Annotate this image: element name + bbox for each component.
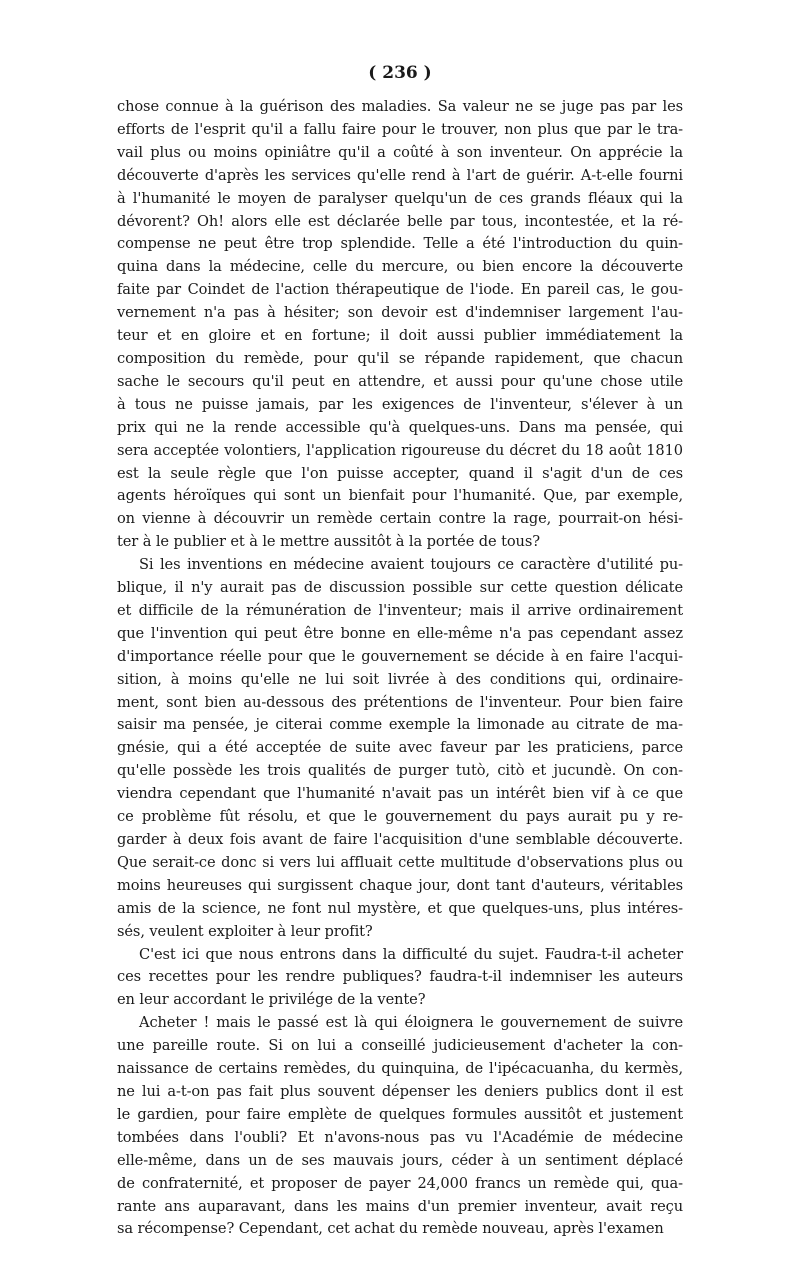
paragraph [117, 554, 683, 943]
text-line: sache le secours qu'il peut en attendre, et aussi pour qu'une chose utile [117, 372, 683, 390]
paragraph [117, 944, 683, 1013]
text-line: naissance de certains remèdes, du quinquina, de l'ipécacuanha, du kermès, [117, 1060, 683, 1078]
text-line: compense ne peut être trop splendide. Telle a été l'introduction du quin- [117, 235, 683, 253]
text-line: vernement n'a pas à hésiter; son devoir est d'indemniser largement l'au- [117, 304, 683, 322]
text-line: chose connue à la guérison des maladies. Sa valeur ne se juge pas par les [117, 98, 683, 115]
text-line: sés, veulent exploiter à leur profit? [117, 922, 373, 940]
text-line: une pareille route. Si on lui a conseillé judicieusement d'acheter la con- [117, 1037, 683, 1055]
text-line: viendra cependant que l'humanité n'avait pas un intérêt bien vif à ce que [117, 785, 683, 803]
text-line: Que serait-ce donc si vers lui affluait cette multitude d'observations plus ou [117, 853, 683, 871]
text-line: blique, il n'y aurait pas de discussion possible sur cette question délicate [117, 579, 683, 597]
text-line: teur et en gloire et en fortune; il doit aussi publier immédiatement la [117, 327, 683, 345]
text-line: amis de la science, ne font nul mystère, et que quelques-uns, plus intéres- [117, 899, 683, 917]
text-line: efforts de l'esprit qu'il a fallu faire pour le trouver, non plus que par le tra- [117, 120, 683, 138]
text-line: moins heureuses qui surgissent chaque jour, dont tant d'auteurs, véritables [117, 876, 683, 894]
text-line: prix qui ne la rende accessible qu'à quelques-uns. Dans ma pensée, qui [117, 418, 683, 436]
text-line: faite par Coindet de l'action thérapeutique de l'iode. En pareil cas, le gou- [117, 281, 683, 299]
book-page [117, 58, 683, 1241]
text-line: sa récompense? Cependant, cet achat du remède nouveau, après l'examen [117, 1220, 664, 1238]
text-line: est la seule règle que l'on puisse accepter, quand il s'agit d'un de ces [117, 464, 683, 482]
text-line: agents héroïques qui sont un bienfait pour l'humanité. Que, par exemple, [117, 487, 683, 505]
text-line: on vienne à découvrir un remède certain contre la rage, pourrait-on hési- [117, 510, 683, 528]
text-line: en leur accordant le privilége de la vente? [117, 991, 426, 1009]
text-line: gnésie, qui a été acceptée de suite avec faveur par les praticiens, parce [117, 739, 683, 757]
text-line: sera acceptée volontiers, l'application rigoureuse du décret du 18 août 1810 [117, 441, 683, 459]
text-line: quina dans la médecine, celle du mercure, ou bien encore la découverte [117, 258, 683, 276]
text-line: à tous ne puisse jamais, par les exigences de l'inventeur, s'élever à un [117, 395, 683, 413]
text-line: d'importance réelle pour que le gouvernement se décide à en faire l'acqui- [117, 647, 683, 665]
page-number: ( 236 ) [368, 63, 432, 83]
text-line: elle-même, dans un de ses mauvais jours, céder à un sentiment déplacé [117, 1151, 683, 1169]
text-line: composition du remède, pour qu'il se répande rapidement, que chacun [117, 349, 683, 367]
text-line: ment, sont bien au-dessous des prétentions de l'inventeur. Pour bien faire [117, 693, 683, 711]
text-line: ce problème fût résolu, et que le gouvernement du pays aurait pu y re- [117, 808, 683, 826]
text-line: C'est ici que nous entrons dans la difficulté du sujet. Faudra-t-il acheter [139, 945, 683, 963]
text-line: sition, à moins qu'elle ne lui soit livrée à des conditions qui, ordinaire- [117, 670, 683, 688]
text-line: saisir ma pensée, je citerai comme exemple la limonade au citrate de ma- [117, 716, 683, 734]
text-line: dévorent? Oh! alors elle est déclarée belle par tous, incontestée, et la ré- [117, 212, 683, 230]
text-line: garder à deux fois avant de faire l'acquisition d'une semblable découverte. [117, 831, 683, 848]
text-line: le gardien, pour faire emplète de quelques formules aussitôt et justement [117, 1105, 683, 1123]
text-line: et difficile de la rémunération de l'inventeur; mais il arrive ordinairement [117, 601, 683, 619]
text-line: ne lui a-t-on pas fait plus souvent dépenser les deniers publics dont il est [117, 1082, 683, 1100]
paragraph [117, 1012, 683, 1241]
text-line: qu'elle possède les trois qualités de purger tutò, citò et jucundè. On con- [117, 762, 683, 780]
text-line: à l'humanité le moyen de paralyser quelqu'un de ces grands fléaux qui la [117, 189, 683, 207]
paragraph [117, 96, 683, 554]
body-text [117, 96, 683, 1241]
text-line: vail plus ou moins opiniâtre qu'il a coûté à son inventeur. On apprécie la [117, 143, 683, 161]
text-line: ces recettes pour les rendre publiques? faudra-t-il indemniser les auteurs [117, 968, 683, 986]
text-line: tombées dans l'oubli? Et n'avons-nous pas vu l'Académie de médecine [117, 1128, 683, 1146]
text-line: de confraternité, et proposer de payer 24,000 francs un remède qui, qua- [117, 1174, 683, 1192]
text-line: que l'invention qui peut être bonne en elle-même n'a pas cependant assez [117, 624, 683, 642]
text-line: découverte d'après les services qu'elle rend à l'art de guérir. A-t-elle fourni [117, 166, 683, 184]
text-line: Si les inventions en médecine avaient toujours ce caractère d'utilité pu- [139, 556, 683, 574]
text-line: Acheter ! mais le passé est là qui éloignera le gouvernement de suivre [139, 1014, 683, 1032]
text-line: rante ans auparavant, dans les mains d'un premier inventeur, avait reçu [117, 1197, 683, 1215]
text-line: ter à le publier et à le mettre aussitôt à la portée de tous? [117, 533, 540, 551]
